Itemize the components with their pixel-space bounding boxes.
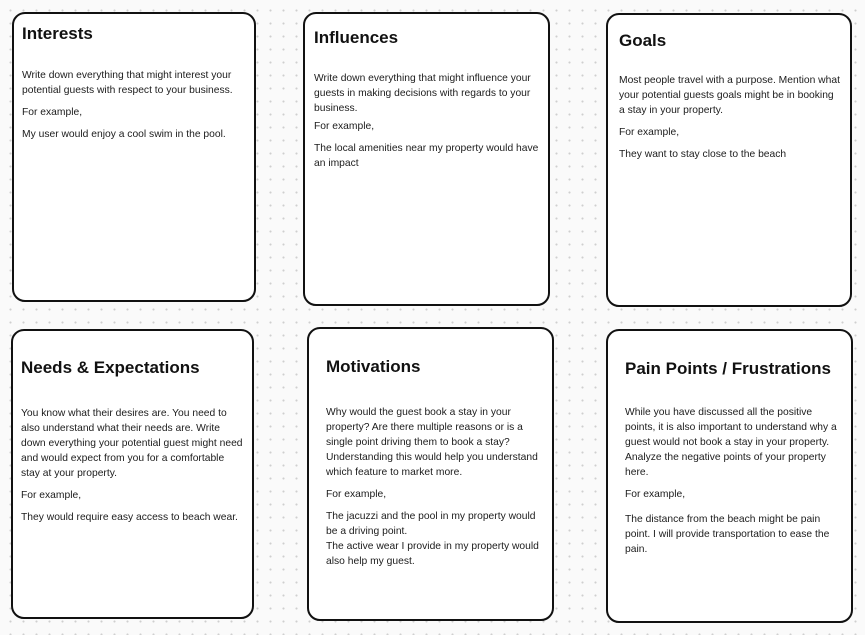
card-description: Write down everything that might influence your guests in making decisions with regards to your business.: [314, 73, 531, 114]
card-example-text: The jacuzzi and the pool in my property would be a driving point.: [326, 511, 536, 537]
card-title: Pain Points / Frustrations: [625, 359, 831, 378]
card-example-text: The active wear I provide in my property would also help my guest.: [326, 541, 539, 567]
card-example-label: For example,: [22, 107, 83, 118]
card-example-label: For example,: [314, 121, 375, 132]
card-needs-expectations[interactable]: [11, 329, 254, 619]
card-description: Why would the guest book a stay in your property? Are there multiple reasons or is a single point driving them to book a stay? Understanding this would help you understand which feature to market more.: [326, 407, 538, 478]
card-interests[interactable]: [12, 12, 256, 302]
card-goals[interactable]: [606, 13, 852, 307]
card-example-label: For example,: [619, 127, 680, 138]
card-title: Motivations: [326, 357, 421, 376]
card-example-label: For example,: [326, 489, 387, 500]
card-pain-points[interactable]: [606, 329, 853, 623]
card-title: Interests: [22, 24, 93, 43]
card-description: Most people travel with a purpose. Mention what your potential guests goals might be in booking a stay in your property.: [619, 75, 840, 116]
card-influences[interactable]: [303, 12, 550, 306]
card-description: While you have discussed all the positive points, it is also important to understand why a guest would not book a stay in your property. Analyze the negative points of your property here.: [625, 407, 837, 478]
card-example-text: They would require easy access to beach wear.: [21, 512, 238, 523]
card-title: Influences: [314, 28, 399, 47]
card-example-text: The distance from the beach might be pain point. I will provide transportation to ease the pain.: [625, 514, 830, 555]
card-description: Write down everything that might interest your potential guests with respect to your business.: [22, 70, 233, 96]
card-example-text: My user would enjoy a cool swim in the pool.: [22, 129, 226, 140]
card-example-label: For example,: [21, 490, 82, 501]
card-motivations[interactable]: [307, 327, 554, 621]
card-example-label: For example,: [625, 489, 686, 500]
card-title: Goals: [619, 31, 667, 50]
card-example-text: The local amenities near my property would have an impact: [314, 143, 539, 169]
card-title: Needs & Expectations: [21, 358, 200, 377]
card-example-text: They want to stay close to the beach: [619, 149, 787, 160]
card-description: You know what their desires are. You need to also understand what their needs are. Write down everything your potential guest might need and would expect from you for a comfortable stay at your property.: [21, 408, 243, 479]
